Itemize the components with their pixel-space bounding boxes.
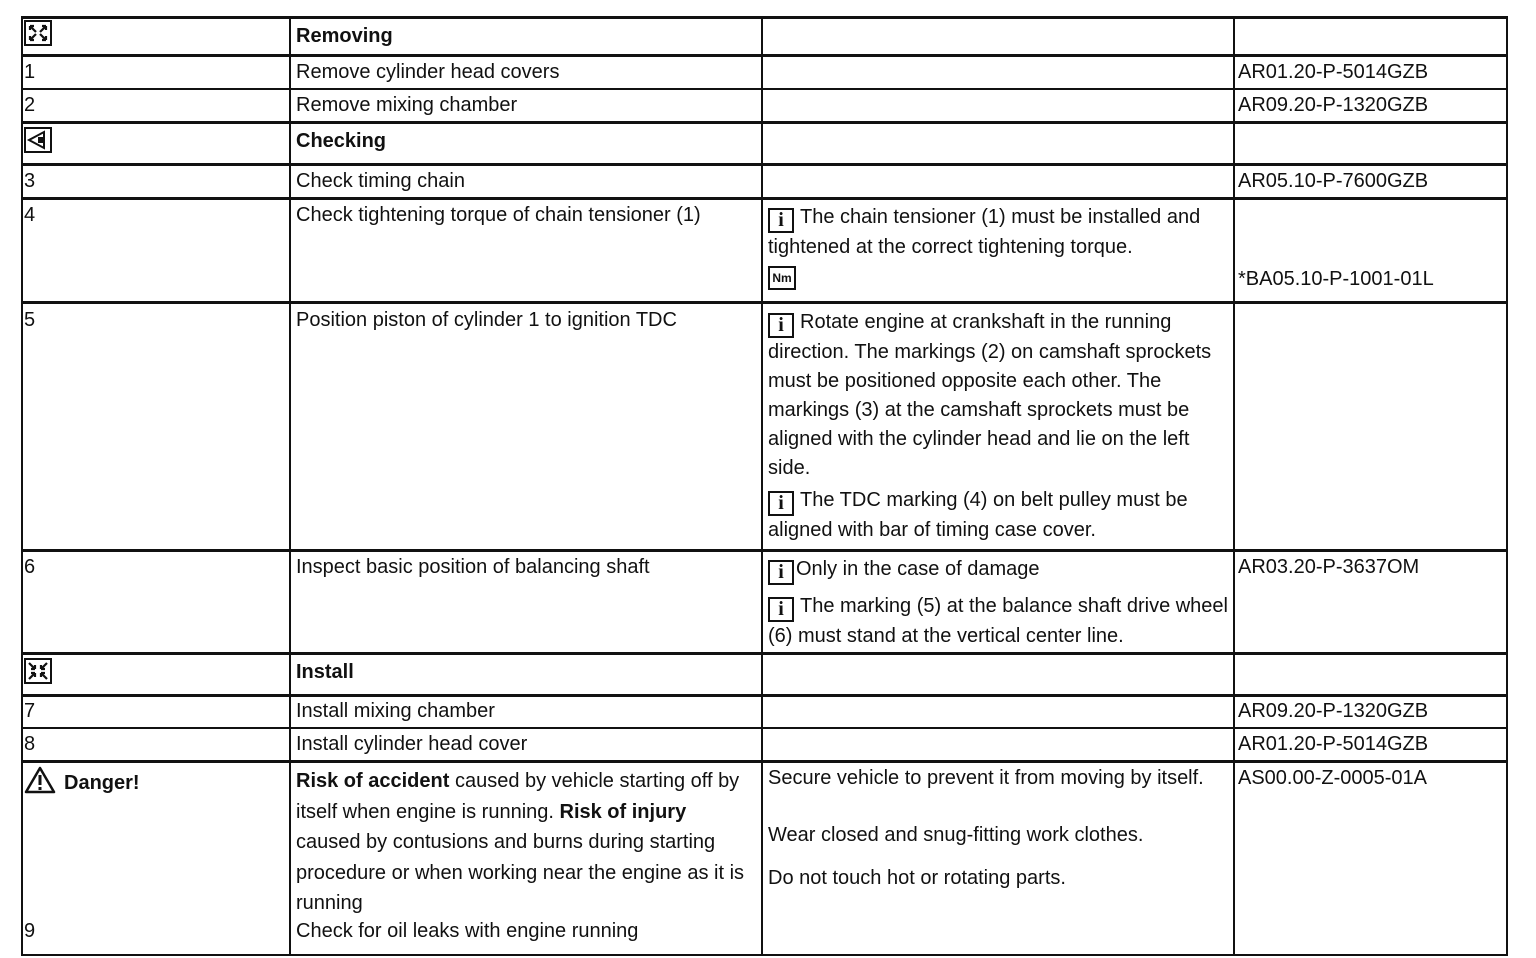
- row-divider: [23, 197, 1506, 200]
- procedure-table: [21, 16, 1508, 956]
- step-number: 1: [24, 61, 36, 83]
- section-title-checking: Checking: [296, 130, 387, 152]
- note-cell: [768, 486, 1223, 545]
- danger-label: Danger!: [64, 772, 140, 794]
- note-text: Rotate engine at crankshaft in the running direction. The markings (2) on camshaft sprockets must be positioned opposite each other. The markings (3) at the camshaft sprockets must be aligned with the cylinder head and lie on the left side.: [768, 311, 1212, 479]
- info-icon: i: [768, 597, 794, 622]
- row-divider: [23, 549, 1506, 552]
- danger-icon: [24, 766, 56, 794]
- row-divider: [23, 760, 1506, 763]
- row-divider: [23, 121, 1506, 124]
- info-icon: i: [768, 491, 794, 516]
- reference-link[interactable]: AR05.10-P-7600GZB: [1238, 170, 1429, 192]
- info-icon: i: [768, 313, 794, 338]
- row-divider: [23, 88, 1506, 90]
- reference-link[interactable]: AS00.00-Z-0005-01A: [1238, 767, 1428, 789]
- reference-link[interactable]: AR03.20-P-3637OM: [1238, 556, 1420, 578]
- step-number: 5: [24, 309, 36, 331]
- note-cell: [768, 592, 1228, 651]
- reference-link[interactable]: AR01.20-P-5014GZB: [1238, 733, 1429, 755]
- row-divider: [23, 16, 1506, 19]
- row-divider: [23, 694, 1506, 697]
- task-text: Remove mixing chamber: [296, 94, 518, 116]
- checking-icon: [24, 127, 52, 153]
- note-text: The marking (5) at the balance shaft drive wheel (6) must stand at the vertical center line.: [768, 595, 1228, 647]
- column-divider: [761, 16, 763, 954]
- step-number: 8: [24, 733, 36, 755]
- task-text: Check timing chain: [296, 170, 465, 192]
- install-icon: [24, 658, 52, 684]
- step-number: 7: [24, 700, 36, 722]
- step-number: 6: [24, 556, 36, 578]
- task-text: Position piston of cylinder 1 to ignition TDC: [296, 309, 677, 331]
- info-icon: i: [768, 208, 794, 233]
- step-number: 9: [24, 920, 36, 942]
- note-text: The TDC marking (4) on belt pulley must be aligned with bar of timing case cover.: [768, 489, 1188, 541]
- note-text: Only in the case of damage: [796, 558, 1040, 580]
- risk-description: caused by contusions and burns during starting procedure or when working near the engine as it is running: [296, 831, 745, 914]
- task-text: Install cylinder head cover: [296, 733, 528, 755]
- safety-note: Wear closed and snug-fitting work clothes.: [768, 824, 1144, 846]
- task-text: Inspect basic position of balancing shaft: [296, 556, 650, 578]
- reference-link[interactable]: AR09.20-P-1320GZB: [1238, 94, 1429, 116]
- info-icon: i: [768, 560, 794, 585]
- step-number: 4: [24, 204, 36, 226]
- task-text: Install mixing chamber: [296, 700, 495, 722]
- step-number: 2: [24, 94, 36, 116]
- task-text: Check tightening torque of chain tensioner (1): [296, 204, 701, 226]
- note-cell: [768, 555, 1223, 585]
- task-text: Check for oil leaks with engine running: [296, 920, 639, 942]
- reference-link[interactable]: AR01.20-P-5014GZB: [1238, 61, 1429, 83]
- safety-note: Secure vehicle to prevent it from moving by itself.: [768, 767, 1204, 789]
- reference-link[interactable]: AR09.20-P-1320GZB: [1238, 700, 1429, 722]
- column-divider: [289, 16, 291, 954]
- section-title-install: Install: [296, 661, 354, 683]
- section-title-removing: Removing: [296, 25, 393, 47]
- removing-icon: [24, 20, 52, 46]
- step-number: 3: [24, 170, 36, 192]
- danger-warning-text: [296, 766, 752, 919]
- row-divider: [23, 301, 1506, 304]
- column-divider: [1233, 16, 1235, 954]
- reference-link[interactable]: *BA05.10-P-1001-01L: [1238, 268, 1434, 290]
- safety-note: Do not touch hot or rotating parts.: [768, 867, 1066, 889]
- risk-heading: Risk of injury: [559, 800, 687, 823]
- row-divider: [23, 652, 1506, 655]
- row-divider: [23, 54, 1506, 57]
- row-divider: [23, 727, 1506, 729]
- risk-description: caused by vehicle starting off by itself when engine is running.: [296, 770, 740, 823]
- row-divider: [23, 163, 1506, 166]
- note-text: The chain tensioner (1) must be installed and tightened at the correct tightening torque.: [768, 206, 1201, 258]
- task-text: Remove cylinder head covers: [296, 61, 560, 83]
- note-cell: [768, 203, 1223, 291]
- note-cell: [768, 308, 1223, 483]
- risk-heading: Risk of accident: [296, 770, 450, 792]
- torque-nm-icon: Nm: [768, 266, 796, 290]
